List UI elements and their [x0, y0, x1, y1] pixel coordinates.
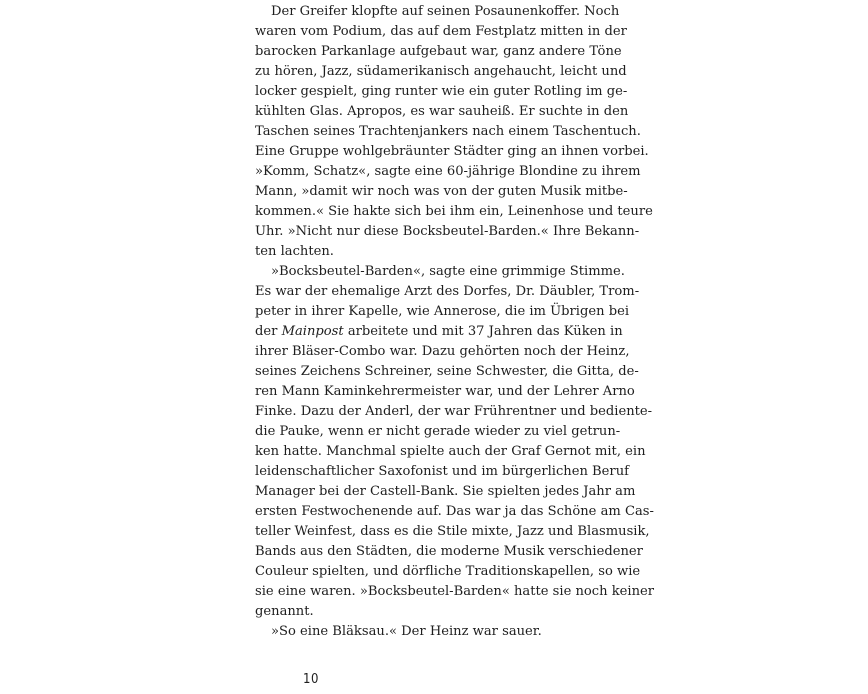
text-line: waren vom Podium, das auf dem Festplatz mitten in der — [255, 24, 627, 39]
text-line: barocken Parkanlage aufgebaut war, ganz andere Töne — [255, 44, 622, 59]
text-line: die Pauke, wenn er nicht gerade wieder zu viel getrun- — [255, 424, 621, 439]
text-line: ersten Festwochenende auf. Das war ja das Schöne am Cas- — [255, 504, 654, 519]
text-line: Mann, »damit wir noch was von der guten Musik mitbe- — [255, 184, 628, 199]
text-line: zu hören, Jazz, südamerikanisch angehaucht, leicht und — [255, 64, 627, 79]
text-line: Finke. Dazu der Anderl, der war Frührentner und bediente- — [255, 404, 653, 419]
italic-text: Mainpost — [281, 324, 344, 339]
text-line: Taschen seines Trachtenjankers nach einem Taschentuch. — [255, 124, 641, 139]
text-line: »Komm, Schatz«, sagte eine 60-jährige Blondine zu ihrem — [255, 164, 641, 179]
paragraph-3 — [255, 622, 605, 642]
text-line: »So eine Bläksau.« Der Heinz war sauer. — [271, 624, 542, 639]
text-line: sie eine waren. »Bocksbeutel-Barden« hatte sie noch keiner — [255, 584, 655, 599]
text-line: ken hatte. Manchmal spielte auch der Graf Gernot mit, ein — [255, 444, 646, 459]
text-line: kühlten Glas. Apropos, es war sauheiß. Er suchte in den — [255, 104, 629, 119]
text-line: locker gespielt, ging runter wie ein guter Rotling im ge- — [255, 84, 628, 99]
text-line: ten lachten. — [255, 244, 334, 259]
text-line: Manager bei der Castell-Bank. Sie spielten jedes Jahr am — [255, 484, 636, 499]
book-page — [255, 2, 655, 642]
paragraph-2 — [255, 262, 655, 622]
text-line: ren Mann Kaminkehrermeister war, und der Lehrer Arno — [255, 384, 635, 399]
text-line: kommen.« Sie hakte sich bei ihm ein, Leinenhose und teure — [255, 204, 653, 219]
paragraph-1 — [255, 2, 653, 262]
text-line: Eine Gruppe wohlgebräunter Städter ging an ihnen vorbei. — [255, 144, 649, 159]
text-line: Bands aus den Städten, die moderne Musik verschiedener — [255, 544, 643, 559]
text-line: »Bocksbeutel-Barden«, sagte eine grimmige Stimme. — [271, 264, 625, 279]
text-line: ihrer Bläser-Combo war. Dazu gehörten noch der Heinz, — [255, 344, 630, 359]
text-line: Couleur spielten, und dörfliche Traditionskapellen, so wie — [255, 564, 641, 579]
text-line: genannt. — [255, 604, 314, 619]
text-line: Uhr. »Nicht nur diese Bocksbeutel-Barden.« Ihre Bekann- — [255, 224, 640, 239]
text-line: peter in ihrer Kapelle, wie Annerose, die im Übrigen bei — [255, 304, 630, 319]
text-line: seines Zeichens Schreiner, seine Schwester, die Gitta, de- — [255, 364, 639, 379]
text-line: leidenschaftlicher Saxofonist und im bürgerlichen Beruf — [255, 464, 629, 479]
text-line: Es war der ehemalige Arzt des Dorfes, Dr. Däubler, Trom- — [255, 284, 640, 299]
text-line: der Mainpost arbeitete und mit 37 Jahren das Küken in — [255, 324, 623, 339]
text-line: Der Greifer klopfte auf seinen Posaunenkoffer. Noch — [271, 4, 620, 19]
page-number: 10 — [303, 672, 319, 687]
text-line: teller Weinfest, dass es die Stile mixte, Jazz und Blasmusik, — [255, 524, 650, 539]
